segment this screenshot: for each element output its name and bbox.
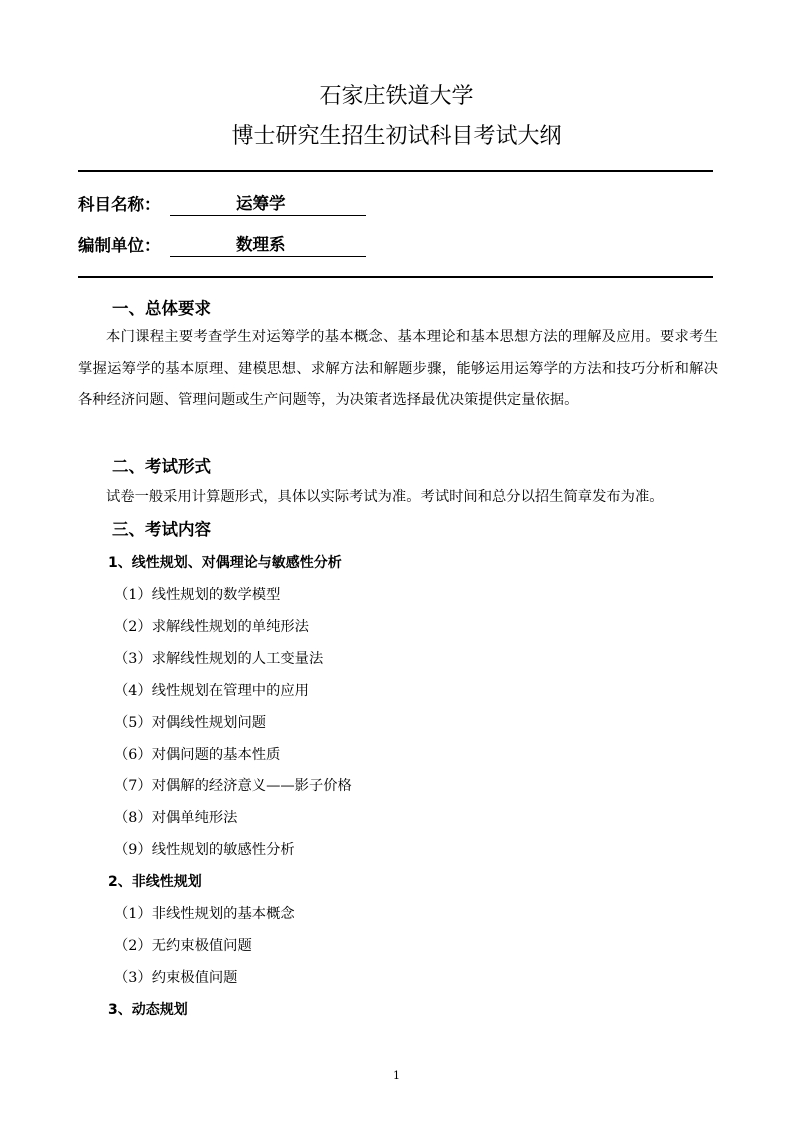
subject-field <box>170 193 366 216</box>
list-item: （5）对偶线性规划问题 <box>114 715 267 731</box>
subject-value: 运筹学 <box>236 194 286 213</box>
section-heading-format: 二、考试形式 <box>112 457 211 476</box>
unit-value: 数理系 <box>236 235 286 254</box>
section-heading-general: 一、总体要求 <box>112 299 211 318</box>
university-title: 石家庄铁道大学 <box>319 84 474 109</box>
bottom-divider <box>78 276 713 278</box>
subsection-heading-dp: 3、动态规划 <box>108 1002 188 1018</box>
unit-label: 编制单位： <box>78 236 161 255</box>
list-item: （4）线性规划在管理中的应用 <box>114 683 309 699</box>
list-item: （9）线性规划的敏感性分析 <box>114 842 295 858</box>
page-number: 1 <box>393 1069 400 1082</box>
top-divider <box>78 170 713 172</box>
unit-field <box>170 234 366 257</box>
list-item: （3）约束极值问题 <box>114 970 238 986</box>
list-item: （2）求解线性规划的单纯形法 <box>114 619 309 635</box>
list-item: （7）对偶解的经济意义——影子价格 <box>114 778 352 794</box>
list-item: （1）非线性规划的基本概念 <box>114 906 295 922</box>
general-requirements-paragraph: 本门课程主要考查学生对运筹学的基本概念、基本理论和基本思想方法的理解及应用。要求考生掌握运筹学的基本原理、建模思想、求解方法和解题步骤，能够运用运筹学的方法和技巧分析和解决各种经济问题、管理问题或生产问题等，为决策者选择最优决策提供定量依据。 <box>78 329 718 408</box>
list-item: （2）无约束极值问题 <box>114 938 252 954</box>
list-item: （3）求解线性规划的人工变量法 <box>114 651 324 667</box>
list-item: （6）对偶问题的基本性质 <box>114 747 281 763</box>
list-item: （8）对偶单纯形法 <box>114 810 238 826</box>
exam-format-paragraph: 试卷一般采用计算题形式，具体以实际考试为准。考试时间和总分以招生简章发布为准。 <box>106 489 664 505</box>
subject-label: 科目名称： <box>78 195 161 214</box>
list-item: （1）线性规划的数学模型 <box>114 587 281 603</box>
document-title: 博士研究生招生初试科目考试大纲 <box>231 124 562 149</box>
subsection-heading-nlp: 2、非线性规划 <box>108 874 202 890</box>
section-heading-content: 三、考试内容 <box>112 520 211 539</box>
subsection-heading-lp: 1、线性规划、对偶理论与敏感性分析 <box>108 555 342 571</box>
